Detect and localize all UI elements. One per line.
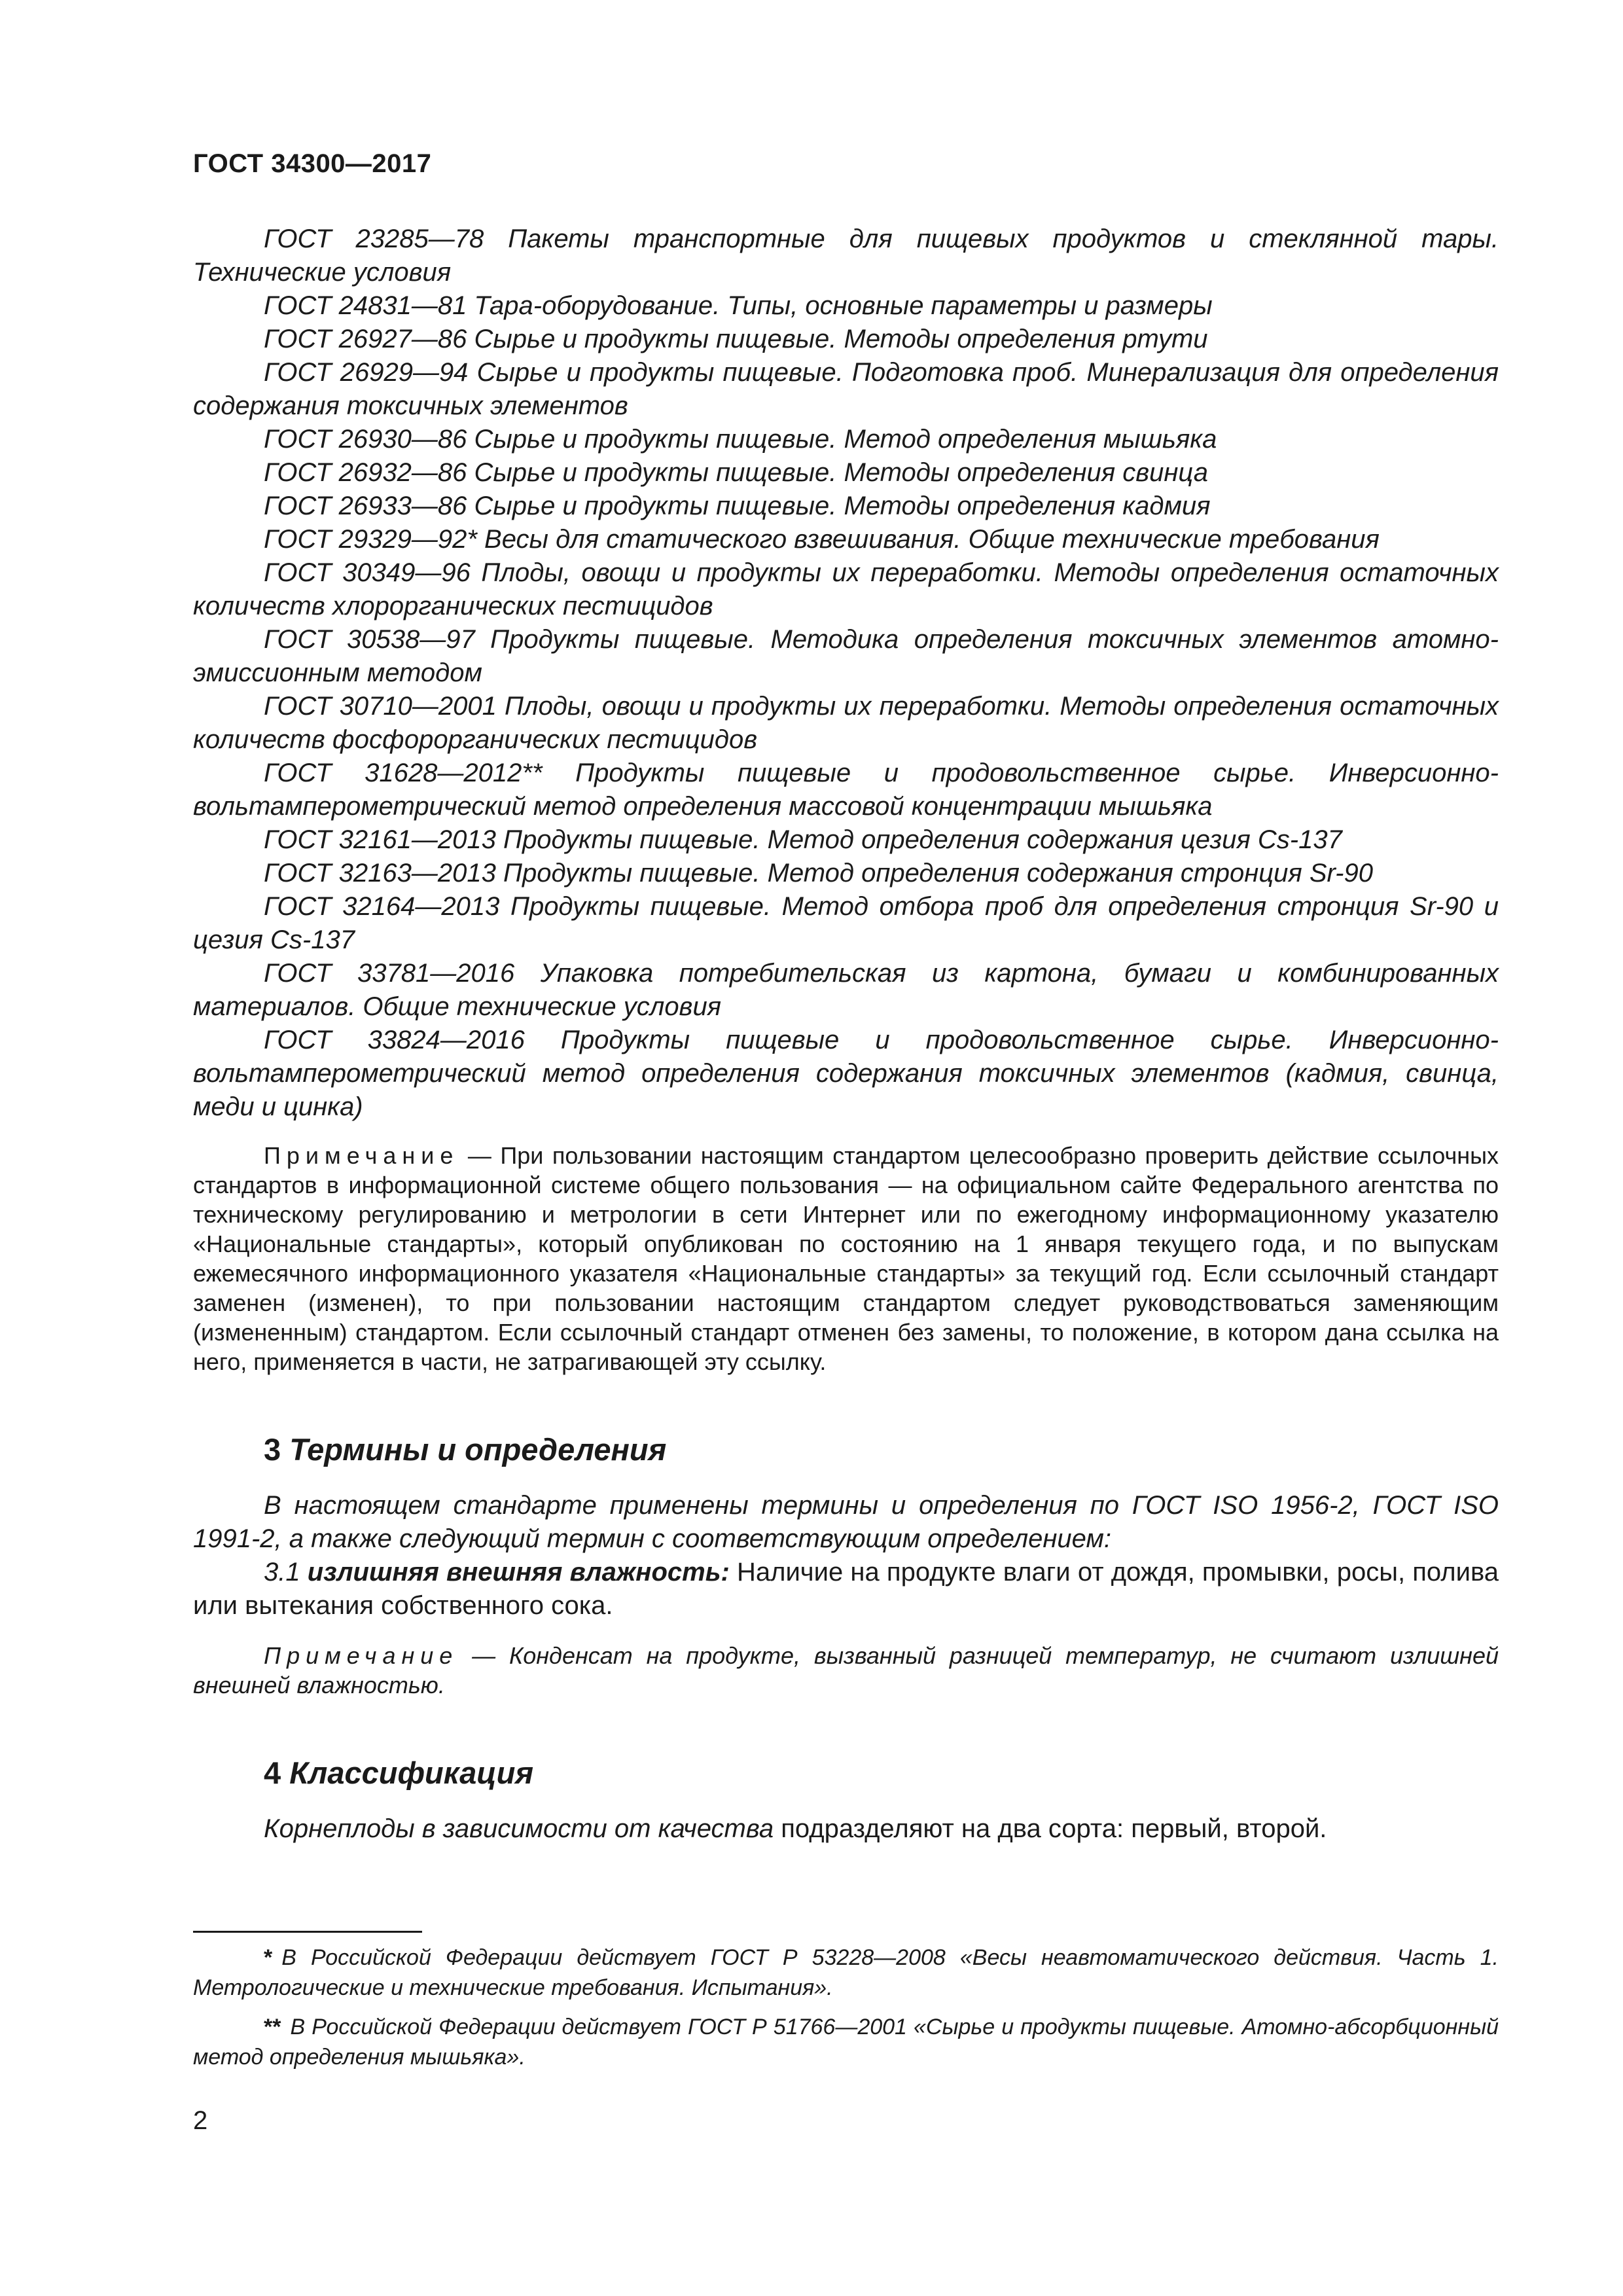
- section-title: Классификация: [289, 1755, 534, 1790]
- reference-item: ГОСТ 32161—2013 Продукты пищевые. Метод определения содержания цезия Cs-137: [264, 825, 1342, 854]
- reference-item: ГОСТ 26929—94 Сырье и продукты пищевые. Подготовка проб. Минерализация для определения содержания токсичных элементов: [193, 358, 1499, 420]
- classification-italic: Корнеплоды в зависимости от качества: [264, 1814, 774, 1843]
- term-name: излишняя внешняя влажность:: [307, 1558, 730, 1587]
- footnote-separator: [193, 1931, 422, 1933]
- footnote-mark: **: [264, 2015, 281, 2039]
- section-4-heading: [264, 1753, 1499, 1793]
- footnote-text: В Российской Федерации действует ГОСТ Р 51766—2001 «Сырье и продукты пищевые. Атомно-абсорбционный метод определения мышьяка».: [193, 2015, 1499, 2070]
- footnote-mark: *: [264, 1945, 273, 1970]
- note-label: Примечание: [264, 1642, 459, 1669]
- reference-item: ГОСТ 24831—81 Тара-оборудование. Типы, основные параметры и размеры: [264, 291, 1213, 320]
- reference-item: ГОСТ 26932—86 Сырье и продукты пищевые. Методы определения свинца: [264, 458, 1208, 487]
- reference-item: ГОСТ 33781—2016 Упаковка потребительская из картона, бумаги и комбинированных материалов. Общие технические условия: [193, 959, 1499, 1021]
- reference-item: ГОСТ 31628—2012** Продукты пищевые и продовольственное сырье. Инверсионно-вольтамперометрический метод определения массовой концентрации мышьяка: [193, 759, 1499, 821]
- normative-references-list: [193, 223, 1499, 1124]
- section-4-text: [193, 1812, 1499, 1846]
- footnotes: [193, 1943, 1499, 2081]
- note-text: Конденсат на продукте, вызванный разницей температур, не считают излишней внешней влажностью.: [193, 1642, 1499, 1698]
- note-text: При пользовании настоящим стандартом целесообразно проверить действие ссылочных стандартов в информационной системе общего пользования — на официальном сайте Федерального агентства по техническому регулированию и метрологии в сети Интернет или по ежегодному информационному указателю «Национальные стандарты», который опубликован по состоянию на 1 января текущего года, и по выпускам ежемесячного информационного указателя «Национальные стандарты» за текущий год. Если ссылочный стандарт заменен (изменен), то при пользовании настоящим стандартом следует руководствоваться заменяющим (измененным) стандартом. Если ссылочный стандарт отменен без замены, то положение, в котором дана ссылка на него, применяется в части, не затрагивающей эту ссылку.: [193, 1142, 1499, 1375]
- term-definition-text: Наличие на продукте влаги от дождя, промывки, росы, полива или вытекания собственного сока.: [193, 1558, 1499, 1620]
- reference-item: ГОСТ 26933—86 Сырье и продукты пищевые. Методы определения кадмия: [264, 492, 1211, 520]
- page-content: [193, 223, 1499, 1846]
- page-number: 2: [193, 2106, 208, 2135]
- section-number: 4: [264, 1755, 281, 1790]
- reference-item: ГОСТ 30538—97 Продукты пищевые. Методика определения токсичных элементов атомно-эмиссионным методом: [193, 625, 1499, 687]
- footnote-text: В Российской Федерации действует ГОСТ Р 53228—2008 «Весы неавтоматического действия. Часть 1. Метрологические и технические требования. Испытания».: [193, 1945, 1499, 2000]
- term-definition: [193, 1556, 1499, 1623]
- reference-item: ГОСТ 30710—2001 Плоды, овощи и продукты их переработки. Методы определения остаточных количеств фосфорорганических пестицидов: [193, 692, 1499, 754]
- note-label: Примечание: [264, 1142, 459, 1169]
- footnote-item: [193, 2012, 1499, 2072]
- classification-text: подразделяют на два сорта: первый, второй.: [774, 1814, 1327, 1843]
- section-3-heading: [264, 1430, 1499, 1469]
- section-3-intro: В настоящем стандарте применены термины и определения по ГОСТ ISO 1956-2, ГОСТ ISO 1991-2, а также следующий термин с соответствующим определением:: [193, 1491, 1499, 1553]
- reference-item: ГОСТ 26927—86 Сырье и продукты пищевые. Методы определения ртути: [264, 325, 1208, 353]
- reference-item: ГОСТ 33824—2016 Продукты пищевые и продовольственное сырье. Инверсионно-вольтамперометрический метод определения содержания токсичных элементов (кадмия, свинца, меди и цинка): [193, 1026, 1499, 1121]
- note-dash: —: [459, 1142, 501, 1169]
- term-note: [193, 1641, 1499, 1700]
- footnote-item: [193, 1943, 1499, 2003]
- document-header: ГОСТ 34300—2017: [193, 149, 432, 178]
- reference-item: ГОСТ 32164—2013 Продукты пищевые. Метод отбора проб для определения стронция Sr-90 и цезия Cs-137: [193, 892, 1499, 954]
- note-dash: —: [458, 1642, 509, 1669]
- reference-item: ГОСТ 23285—78 Пакеты транспортные для пищевых продуктов и стеклянной тары. Технические условия: [193, 224, 1499, 287]
- reference-item: ГОСТ 32163—2013 Продукты пищевые. Метод определения содержания стронция Sr-90: [264, 859, 1373, 888]
- reference-item: ГОСТ 29329—92* Весы для статического взвешивания. Общие технические требования: [264, 525, 1380, 554]
- section-number: 3: [264, 1432, 281, 1467]
- reference-item: ГОСТ 26930—86 Сырье и продукты пищевые. Метод определения мышьяка: [264, 425, 1217, 454]
- term-number: 3.1: [264, 1558, 300, 1587]
- references-note: [193, 1141, 1499, 1376]
- section-title: Термины и определения: [289, 1432, 667, 1467]
- reference-item: ГОСТ 30349—96 Плоды, овощи и продукты их переработки. Методы определения остаточных количеств хлорорганических пестицидов: [193, 558, 1499, 620]
